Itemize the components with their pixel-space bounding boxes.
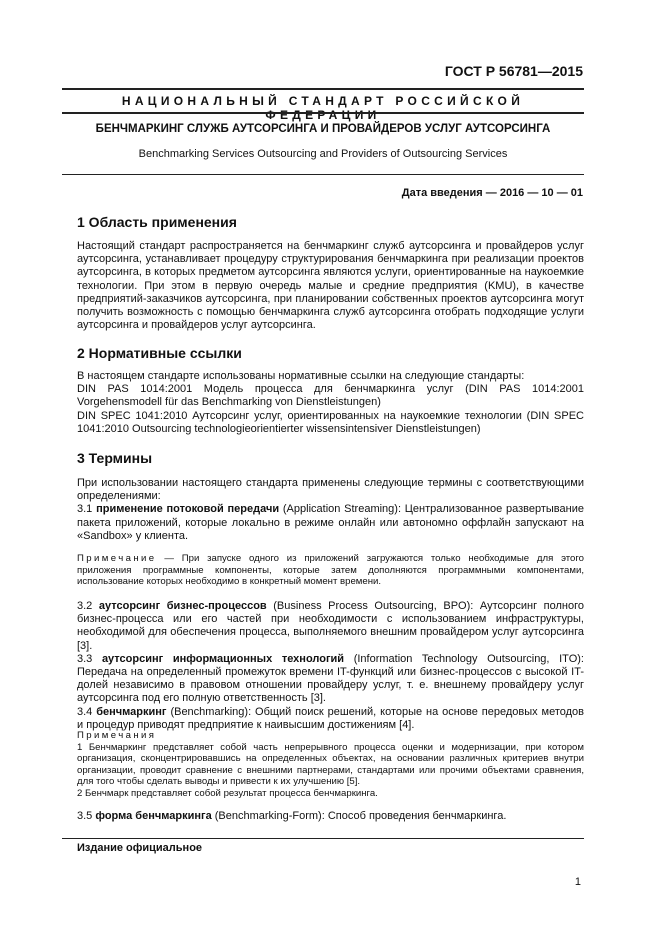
note-3-4-a: 1 Бенчмаркинг представляет собой часть непрерывного процесса оценки и модернизации, при котором организация, сконцентрировавшись на определенных объектах, на основании различных критериев внутри организации, проводит сравнение с внешними партнерами, стандартами или прочими объектами сравнения, для того чтобы сделать выводы и привести к их улучшению [5]. [77, 741, 584, 788]
term-3-2-name: аутсорсинг бизнес-процессов [98, 600, 267, 612]
term-3-2-number: 3.2 [77, 600, 93, 612]
term-3-1 [77, 503, 584, 543]
term-3-5-definition: (Benchmarking-Form): Способ проведения бенчмаркинга. [214, 810, 507, 822]
section-2-text [77, 370, 584, 436]
term-3-5-number: 3.5 [77, 810, 93, 822]
term-3-2 [77, 600, 584, 653]
term-3-5-name: форма бенчмаркинга [95, 810, 212, 822]
section-2-ref-2: DIN SPEC 1041:2010 Аутсорсинг услуг, ориентированных на наукоемкие технологии (DIN SPEC 1041:2010 Outsourcing technologieorientierter wissensintensiver Dienstleistungen) [77, 409, 584, 435]
term-3-4-number: 3.4 [77, 705, 93, 718]
term-3-4 [77, 706, 584, 732]
note-3-1 [77, 553, 584, 588]
section-1-paragraph: Настоящий стандарт распространяется на бенчмаркинг служб аутсорсинга и провайдеров услуг аутсорсинга, устанавливает процедуру структурирования бенчмаркинга при реализации проектов аутсорсинга, в которых предметом аутсорсинга являются услуги, ориентированные на наукоемкие технологии. При этом в первую очередь малые и средние предприятия (KMU), в качестве предприятий-заказчиков аутсорсинга, при планировании собственных проектов аутсорсинга могут получить возможность с помощью бенчмаркинга служб аутсорсинга отобрать подходящие услуги аутсорсинга и провайдеров услуг аутсорсинга. [77, 240, 584, 332]
section-3-intro-block [77, 477, 584, 543]
notes-3-4 [77, 730, 584, 800]
effective-date: Дата введения — 2016 — 10 — 01 [401, 187, 583, 199]
term-3-3 [77, 653, 584, 706]
term-3-1-number: 3.1 [77, 503, 93, 516]
banner-rule [62, 112, 584, 114]
term-3-3-definition: (Information Technology Outsourcing, ITO): Передача на определенный промежуток времени IT-функций или бизнес-процессов с высокой IT-долей независимо в правовом отношении провайдеру услуг, т. е. внешнему провайдеру услуг аутсорсинга под его полную ответственность [3]. [77, 652, 584, 705]
term-3-5 [77, 810, 584, 823]
standard-code: ГОСТ Р 56781—2015 [444, 63, 583, 79]
publication-rule [62, 838, 584, 839]
term-3-5-block [77, 810, 584, 823]
note-3-4-b: 2 Бенчмарк представляет собой результат процесса бенчмаркинга. [77, 787, 378, 799]
section-1-text [77, 240, 584, 332]
page-number: 1 [574, 876, 581, 888]
title-russian: БЕНЧМАРКИНГ СЛУЖБ АУТСОРСИНГА И ПРОВАЙДЕРОВ УСЛУГ АУТСОРСИНГА [95, 123, 551, 135]
note-3-1-text: — При запуске одного из приложений загружаются только необходимые для этого приложения программные компоненты, которые затем дополняются программными компонентами, использование которых необходимо в конкретный момент времени. [77, 553, 584, 588]
section-2-intro: В настоящем стандарте использованы нормативные ссылки на следующие стандарты: [77, 370, 525, 382]
national-standard-banner: НАЦИОНАЛЬНЫЙ СТАНДАРТ РОССИЙСКОЙ ФЕДЕРАЦИИ [121, 94, 525, 122]
term-3-4-name: бенчмаркинг [96, 705, 167, 718]
notes-label: Примечания [77, 730, 157, 741]
section-3-intro: При использовании настоящего стандарта применены следующие термины с соответствующими определениями: [77, 477, 584, 503]
title-english: Benchmarking Services Outsourcing and Providers of Outsourcing Services [138, 148, 508, 160]
term-3-4-definition: (Benchmarking): Общий поиск решений, которые на основе передовых методов и процедур приводят предприятие к наивысшим достижениям [4]. [77, 705, 585, 731]
top-rule [62, 88, 584, 90]
title-rule [62, 174, 584, 175]
term-3-1-definition: (Application Streaming): Централизованное развертывание пакета приложений, которые локально в режиме онлайн или автономно оффлайн запускают на «Sandbox» у клиента. [77, 503, 584, 542]
terms-3-2-to-3-4 [77, 600, 584, 732]
note-3-1-paragraph [77, 553, 584, 588]
term-3-1-name: применение потоковой передачи [96, 503, 280, 516]
publication-label: Издание официальное [77, 842, 203, 854]
section-3-heading: 3 Термины [77, 450, 153, 466]
term-3-3-number: 3.3 [77, 652, 93, 665]
section-2-ref-1: DIN PAS 1014:2001 Модель процесса для бенчмаркинга услуг (DIN PAS 1014:2001 Vorgehensmodell für das Benchmarking von Dienstleistungen) [77, 383, 584, 409]
section-2-heading: 2 Нормативные ссылки [77, 345, 242, 361]
section-1-heading: 1 Область применения [77, 214, 237, 230]
term-3-2-definition: (Business Process Outsourcing, BPO): Аутсорсинг полного бизнес-процесса или его частей при необходимости с использованием инфраструктуры, необходимой для обеспечения процесса, выполняемого внешним провайдером услуг аутсорсинга [3]. [77, 600, 584, 652]
note-label: Примечание [77, 553, 157, 564]
term-3-3-name: аутсорсинг информационных технологий [101, 652, 345, 665]
